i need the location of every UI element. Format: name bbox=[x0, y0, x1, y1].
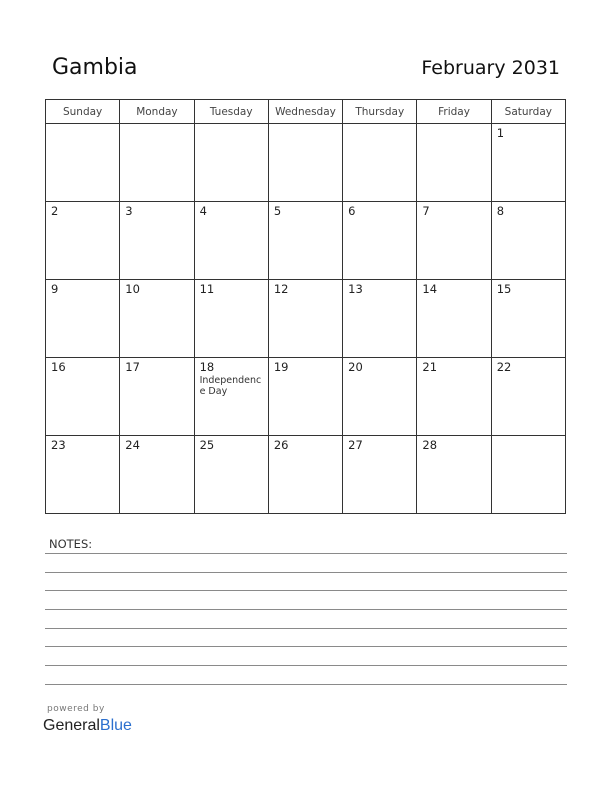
day-number: 17 bbox=[125, 360, 140, 374]
day-number: 15 bbox=[496, 282, 512, 296]
day-number: 3 bbox=[125, 204, 133, 218]
day-number bbox=[195, 124, 268, 127]
note-line bbox=[45, 684, 567, 685]
day-cell bbox=[343, 280, 417, 358]
day-number: 6 bbox=[348, 204, 356, 218]
note-line bbox=[45, 628, 567, 629]
day-cell bbox=[343, 358, 417, 436]
day-number bbox=[417, 124, 490, 127]
weekday-header: Sunday bbox=[46, 100, 120, 124]
day-cell bbox=[268, 436, 342, 514]
day-cell bbox=[120, 124, 194, 202]
day-number: 2 bbox=[51, 204, 59, 218]
day-number: 12 bbox=[273, 282, 289, 296]
day-cell bbox=[120, 202, 194, 280]
day-number: 26 bbox=[273, 438, 289, 452]
weekday-header: Thursday bbox=[343, 100, 417, 124]
day-number: 8 bbox=[496, 204, 505, 218]
day-cell bbox=[491, 358, 565, 436]
day-cell bbox=[46, 124, 120, 202]
day-number: 22 bbox=[496, 360, 512, 374]
day-number: 18 bbox=[199, 360, 215, 374]
month-year-title: February 2031 bbox=[421, 57, 560, 79]
day-cell bbox=[120, 280, 194, 358]
weekday-header: Monday bbox=[120, 100, 194, 124]
weekday-header: Tuesday bbox=[194, 100, 268, 124]
note-line bbox=[45, 553, 567, 554]
day-number bbox=[120, 124, 193, 127]
day-number: 7 bbox=[422, 204, 430, 218]
weekday-header: Wednesday bbox=[268, 100, 342, 124]
day-number: 11 bbox=[199, 282, 215, 296]
note-line bbox=[45, 665, 567, 666]
day-number: 10 bbox=[125, 282, 140, 296]
day-cell bbox=[46, 280, 120, 358]
day-cell bbox=[46, 202, 120, 280]
day-cell bbox=[417, 202, 491, 280]
week-row bbox=[46, 202, 566, 280]
powered-by-text: powered by bbox=[47, 704, 105, 714]
day-cell bbox=[417, 358, 491, 436]
day-cell bbox=[343, 124, 417, 202]
day-number: 27 bbox=[348, 438, 363, 452]
weekday-header-row bbox=[46, 100, 566, 124]
day-number: 1 bbox=[496, 126, 505, 140]
day-cell bbox=[120, 436, 194, 514]
notes-label: NOTES: bbox=[49, 537, 93, 551]
brand-logo[interactable] bbox=[43, 717, 132, 735]
day-number: 16 bbox=[51, 360, 66, 374]
day-cell bbox=[120, 358, 194, 436]
day-number: 4 bbox=[199, 204, 207, 218]
note-line bbox=[45, 646, 567, 647]
holiday-label: Independence Day bbox=[199, 375, 262, 397]
day-number: 24 bbox=[125, 438, 140, 452]
week-row bbox=[46, 358, 566, 436]
brand-general-text: General bbox=[43, 717, 100, 734]
day-cell bbox=[194, 358, 268, 436]
calendar-grid bbox=[45, 99, 566, 514]
day-cell bbox=[194, 280, 268, 358]
day-number bbox=[269, 124, 342, 127]
day-cell bbox=[491, 436, 565, 514]
note-line bbox=[45, 572, 567, 573]
day-number: 23 bbox=[51, 438, 66, 452]
day-cell bbox=[417, 124, 491, 202]
week-row bbox=[46, 124, 566, 202]
day-cell bbox=[194, 202, 268, 280]
day-number: 25 bbox=[199, 438, 215, 452]
day-number bbox=[46, 124, 119, 127]
day-number: 19 bbox=[273, 360, 289, 374]
note-line bbox=[45, 590, 567, 591]
day-cell bbox=[417, 280, 491, 358]
day-number: 20 bbox=[348, 360, 363, 374]
day-cell bbox=[194, 124, 268, 202]
day-cell bbox=[417, 436, 491, 514]
day-cell bbox=[491, 280, 565, 358]
day-cell bbox=[194, 436, 268, 514]
day-cell bbox=[46, 358, 120, 436]
day-number: 28 bbox=[422, 438, 438, 452]
brand-blue-text: Blue bbox=[99, 717, 132, 734]
day-cell bbox=[343, 436, 417, 514]
weekday-header: Friday bbox=[417, 100, 491, 124]
day-number: 14 bbox=[422, 282, 438, 296]
country-title: Gambia bbox=[52, 55, 138, 80]
day-number: 5 bbox=[273, 204, 282, 218]
weekday-header: Saturday bbox=[491, 100, 565, 124]
day-cell bbox=[268, 280, 342, 358]
day-cell bbox=[343, 202, 417, 280]
day-cell bbox=[491, 202, 565, 280]
day-number bbox=[492, 436, 565, 439]
day-number: 13 bbox=[348, 282, 363, 296]
week-row bbox=[46, 436, 566, 514]
day-number bbox=[343, 124, 416, 127]
day-cell bbox=[268, 202, 342, 280]
day-number: 9 bbox=[51, 282, 59, 296]
note-line bbox=[45, 609, 567, 610]
day-cell bbox=[46, 436, 120, 514]
week-row bbox=[46, 280, 566, 358]
day-cell bbox=[491, 124, 565, 202]
day-number: 21 bbox=[422, 360, 438, 374]
day-cell bbox=[268, 358, 342, 436]
day-cell bbox=[268, 124, 342, 202]
